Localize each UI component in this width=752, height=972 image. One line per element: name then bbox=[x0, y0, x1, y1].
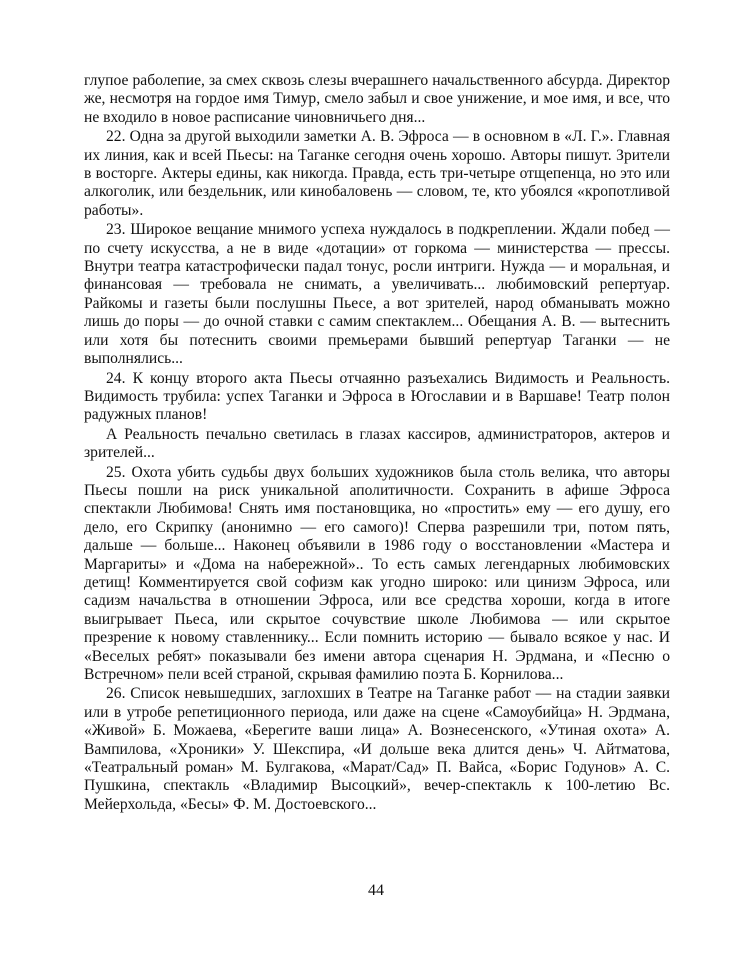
paragraph-23: 23. Широкое вещание мнимого успеха нуждалось в подкреплении. Ждали побед — по счету искусства, а не в виде «дотации» от горкома — министерства — прессы. Внутри театра катастрофически падал тонус, росли интриги. Нужда — и моральная, и финансовая — требовала не снимать, а увеличивать... любимовский репертуар. Райкомы и газеты были послушны Пьесе, а вот зрителей, народ обманывать можно лишь до поры — до очной ставки с самим спектаклем... Обещания А. В. — вытеснить или хотя бы потеснить своими премьерами бывший репертуар Таганки — не выполнялись... bbox=[84, 221, 670, 368]
paragraph-24-reality: А Реальность печально светилась в глазах кассиров, администраторов, актеров и зрителей... bbox=[84, 425, 670, 462]
paragraph-24: 24. К концу второго акта Пьесы отчаянно разъехались Видимость и Реальность. Видимость трубила: успех Таганки и Эфроса в Югославии и в Варшаве! Театр полон радужных планов! bbox=[84, 369, 670, 424]
page-number: 44 bbox=[368, 882, 384, 899]
paragraph-continuation: глупое раболепие, за смех сквозь слезы вчерашнего начальственного абсурда. Директор же, несмотря на гордое имя Тимур, смело забыл и свое унижение, и мое имя, и все, что не входило в новое расписание чиновничьего дня... bbox=[84, 72, 670, 126]
paragraph-26: 26. Список невышедших, заглохших в Театре на Таганке работ — на стадии заявки или в утробе репетиционного периода, или даже на сцене «Самоубийца» Н. Эрдмана, «Живой» Б. Можаева, «Берегите ваши лица» А. Вознесенского, «Утиная охота» А. Вампилова, «Хроники» У. Шекспира, «И дольше века длится день» Ч. Айтматова, «Театральный роман» М. Булгакова, «Марат/Сад» П. Вайса, «Борис Годунов» А. С. Пушкина, спектакль «Владимир Высоцкий», вечер-спектакль к 100-летию Вс. Мейерхольда, «Бесы» Ф. М. Достоевского... bbox=[84, 685, 670, 813]
paragraph-25: 25. Охота убить судьбы двух больших художников была столь велика, что авторы Пьесы пошли на риск уникальной аполитичности. Сохранить в афише Эфроса спектакли Любимова! Снять имя постановщика, но «простить» ему — его душу, его дело, его Скрипку (анонимно — его самого)! Сперва разрешили три, потом пять, дальше — больше... Наконец объявили в 1986 году о восстановлении «Мастера и Маргариты» и «Дома на набережной».. То есть самых легендарных любимовских детищ! Комментируется свой софизм как угодно широко: или цинизм Эфроса, или садизм начальства в отношении Эфроса, или все средства хороши, когда в итоге выигрывает Пьеса, или скрытое сочувствие школе Любимова — или скрытое презрение к новому ставленнику... Если помнить историю — бывало всякое у нас. И «Веселых ребят» показывали без имени автора сценария Н. Эрдмана, и «Песню о Встречном» пели всей страной, скрывая фамилию поэта Б. Корнилова... bbox=[84, 463, 670, 683]
page-body bbox=[84, 72, 670, 814]
paragraph-22: 22. Одна за другой выходили заметки А. В. Эфроса — в основном в «Л. Г.». Главная их линия, как и всей Пьесы: на Таганке сегодня очень хорошо. Авторы пишут. Зрители в восторге. Актеры едины, как никогда. Правда, есть три-четыре отщепенца, но это или алкоголик, или бездельник, или кинобаловень — словом, те, кто убоялся «кропотливой работы». bbox=[84, 128, 670, 219]
